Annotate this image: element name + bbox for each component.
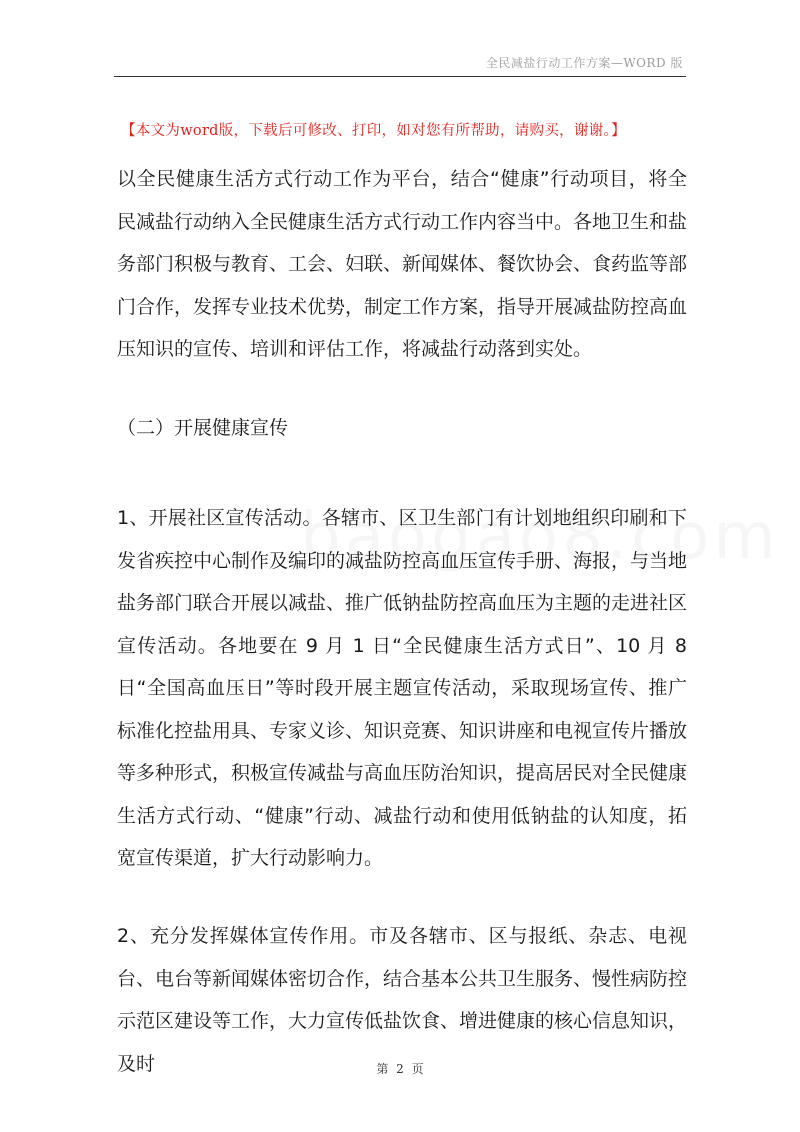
footer-suffix: 页 <box>411 1062 424 1076</box>
footer-prefix: 第 <box>376 1062 389 1076</box>
header-divider <box>114 76 686 77</box>
section-heading: （二）开展健康宣传 <box>117 417 289 439</box>
paragraph-2: 1、开展社区宣传活动。各辖市、区卫生部门有计划地组织印刷和下发省疾控中心制作及编印的减盐防控高血压宣传手册、海报，与当地盐务部门联合开展以减盐、推广低钠盐防控高血压为主题的走进社区宣传活动。各地要在 9 月 1 日“全民健康生活方式日”、10 月 8 日“全国高血压日”等时段开展主题宣传活动，采取现场宣传、推广标准化控盐用具、专家义诊、知识竞赛、知识讲座和电视宣传片播放等多种形式，积极宣传减盐与高血压防治知识，提高居民对全民健康生活方式行动、“健康”行动、减盐行动和使用低钠盐的认知度，拓宽宣传渠道，扩大行动影响力。 <box>117 507 688 869</box>
header-title: 全民减盐行动工作方案—WORD 版 <box>485 56 683 70</box>
paragraph-1: 以全民健康生活方式行动工作为平台，结合“健康”行动项目，将全民减盐行动纳入全民健康生活方式行动工作内容当中。各地卫生和盐务部门积极与教育、工会、妇联、新闻媒体、餐饮协会、食药监等部门合作，发挥专业技术优势，制定工作方案，指导开展减盐防控高血压知识的宣传、培训和评估工作，将减盐行动落到实处。 <box>117 168 688 360</box>
page-footer <box>0 1060 800 1077</box>
purchase-notice: 【本文为word版，下载后可修改、打印，如对您有所帮助，请购买，谢谢。】 <box>121 123 626 139</box>
page-number: 2 <box>396 1062 404 1076</box>
paragraph-3: 2、充分发挥媒体宣传作用。市及各辖市、区与报纸、杂志、电视台、电台等新闻媒体密切合作，结合基本公共卫生服务、慢性病防控示范区建设等工作，大力宣传低盐饮食、增进健康的核心信息知识，及时 <box>117 925 688 1075</box>
